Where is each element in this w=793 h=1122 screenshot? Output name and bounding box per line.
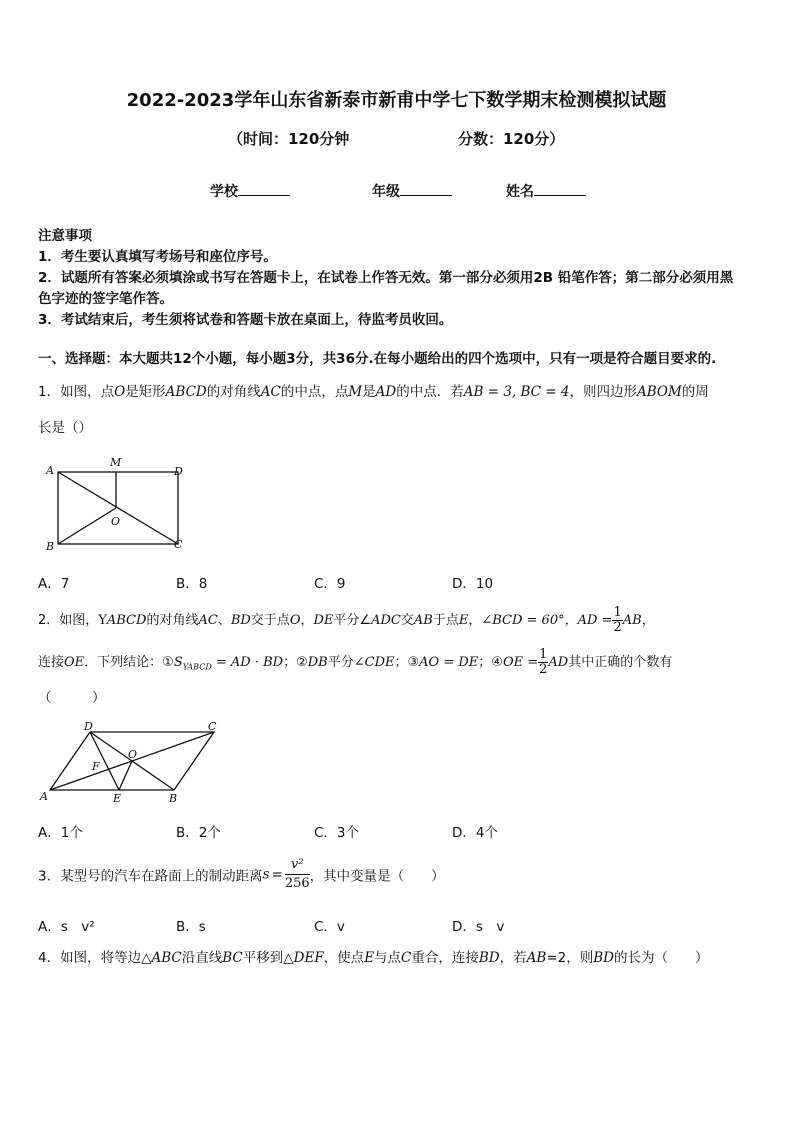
- note-2-cont: 色字迹的签字笔作答。: [38, 291, 173, 307]
- q1-option-a: A．7: [38, 576, 70, 592]
- question-2-line3: （ ）: [38, 690, 106, 706]
- q3-option-b: B．s: [176, 919, 206, 935]
- question-3: 3．某型号的汽车在路面上的制动距离s = $\frac{\text{v²}}{256}$ ，其中变量是（ ）: [38, 857, 445, 891]
- label-o: O: [111, 515, 121, 528]
- name-blank: [534, 183, 586, 196]
- grade-field: [372, 181, 452, 201]
- question-1: 1．如图，点O是矩形ABCD的对角线AC的中点，点M是AD的中点．若AB = 3, BC = 4，则四边形ABOM的周: [38, 384, 709, 400]
- q1-option-b: B．8: [176, 576, 208, 592]
- label-d: D: [174, 465, 183, 478]
- q1-figure: [40, 454, 190, 554]
- q3-option-d: D．s v: [452, 919, 505, 935]
- exam-score: 分数：120分）: [458, 130, 565, 148]
- label-a: A: [46, 464, 54, 477]
- label-a: A: [40, 790, 48, 803]
- label-b: B: [46, 540, 55, 553]
- section-heading: 一、选择题：本大题共12个小题，每小题3分，共36分.在每小题给出的四个选项中，只有一项是符合题目要求的.: [38, 351, 717, 367]
- q1-option-d: D．10: [452, 576, 494, 592]
- note-3: 3．考试结束后，考生须将试卷和答题卡放在桌面上，待监考员收回。: [38, 312, 453, 328]
- q2-figure: [36, 720, 226, 810]
- label-o: O: [128, 748, 138, 761]
- grade-label: 年级: [372, 184, 400, 200]
- q2-option-c: C．3个: [314, 825, 360, 841]
- page-title: 2022-2023学年山东省新泰市新甫中学七下数学期末检测模拟试题: [126, 90, 667, 111]
- name-label: 姓名: [506, 184, 534, 200]
- label-c: C: [174, 538, 183, 551]
- fraction-half: $\frac{1}{2}$: [613, 605, 622, 635]
- label-m: M: [110, 456, 122, 469]
- question-4: 4．如图，将等边△ABC沿直线BC平移到△DEF，使点E与点C重合，连接BD，若AB=2，则BD的长为（ ）: [38, 950, 709, 966]
- q2-option-b: B．2个: [176, 825, 221, 841]
- school-blank: [238, 183, 290, 196]
- question-1-line2: 长是（）: [38, 420, 92, 436]
- school-label: 学校: [210, 184, 238, 200]
- question-2: 2．如图，YABCD的对角线AC、BD交于点O，DE平分∠ADC交AB于点E，∠BCD = 60°，AD = $\frac{1}{2}$ AB，: [38, 605, 655, 635]
- q3-option-a: A．s v²: [38, 919, 95, 935]
- label-f: F: [92, 760, 100, 773]
- label-e: E: [113, 792, 122, 805]
- name-field: [506, 181, 586, 201]
- school-field: [210, 181, 290, 201]
- braking-fraction: $\frac{\text{v²}}{256}$: [284, 857, 310, 891]
- q3-option-c: C．v: [314, 919, 345, 935]
- notes-heading: 注意事项: [38, 228, 92, 244]
- grade-blank: [400, 183, 452, 196]
- note-1: 1．考生要认真填写考场号和座位序号。: [38, 249, 277, 265]
- note-2: 2．试题所有答案必须填涂或书写在答题卡上，在试卷上作答无效。第一部分必须用2B 铅笔作答；第二部分必须用黑: [38, 270, 734, 286]
- label-b: B: [169, 792, 178, 805]
- question-2-line2: 连接OE．下列结论：$①S_{YABCD}$ = AD · BD；②DB平分∠CDE；③AO = DE；④OE = $\frac{1}{2}$ AD其中正确的个数有: [38, 647, 673, 677]
- q1-option-c: C．9: [314, 576, 346, 592]
- label-c: C: [208, 720, 217, 733]
- exam-time: （时间：120分钟: [228, 130, 350, 148]
- q2-option-d: D．4个: [452, 825, 498, 841]
- q2-option-a: A．1个: [38, 825, 83, 841]
- label-d: D: [84, 720, 93, 733]
- segment-bo: [58, 508, 116, 544]
- fraction-half-2: $\frac{1}{2}$: [539, 647, 548, 677]
